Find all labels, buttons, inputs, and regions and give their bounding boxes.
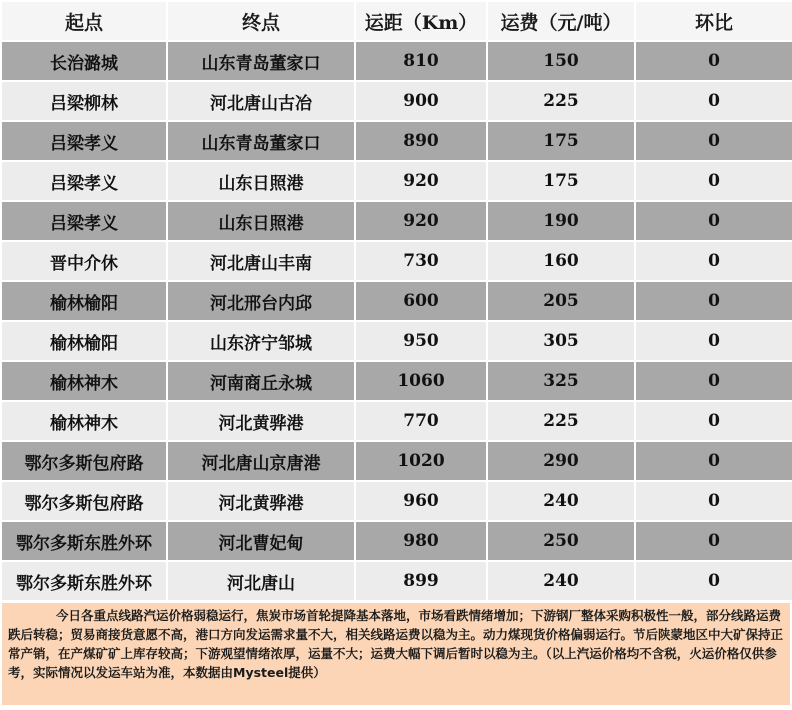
cell-distance: 899 <box>356 562 486 600</box>
cell-freight: 175 <box>488 162 634 200</box>
table-row <box>2 42 792 80</box>
cell-change: 0 <box>636 162 792 200</box>
cell-freight: 205 <box>488 282 634 320</box>
cell-destination: 河北唐山古冶 <box>168 82 354 120</box>
header-row <box>2 2 792 40</box>
cell-freight: 175 <box>488 122 634 160</box>
cell-origin: 榆林榆阳 <box>2 282 166 320</box>
cell-change: 0 <box>636 562 792 600</box>
table-row <box>2 242 792 280</box>
cell-freight: 290 <box>488 442 634 480</box>
table-row <box>2 362 792 400</box>
cell-destination: 河北唐山丰南 <box>168 242 354 280</box>
cell-origin: 吕梁孝义 <box>2 122 166 160</box>
cell-destination: 山东日照港 <box>168 162 354 200</box>
table-row <box>2 402 792 440</box>
cell-freight: 250 <box>488 522 634 560</box>
table-row <box>2 322 792 360</box>
table-row <box>2 122 792 160</box>
cell-origin: 吕梁柳林 <box>2 82 166 120</box>
cell-origin: 榆林神木 <box>2 362 166 400</box>
cell-destination: 山东济宁邹城 <box>168 322 354 360</box>
table-row <box>2 442 792 480</box>
cell-change: 0 <box>636 522 792 560</box>
table-row <box>2 562 792 600</box>
cell-distance: 730 <box>356 242 486 280</box>
cell-change: 0 <box>636 482 792 520</box>
table-row <box>2 522 792 560</box>
cell-freight: 160 <box>488 242 634 280</box>
cell-change: 0 <box>636 202 792 240</box>
cell-destination: 河北邢台内邱 <box>168 282 354 320</box>
cell-change: 0 <box>636 82 792 120</box>
cell-destination: 河北黄骅港 <box>168 402 354 440</box>
cell-origin: 榆林神木 <box>2 402 166 440</box>
cell-change: 0 <box>636 322 792 360</box>
header-distance: 运距（Km） <box>356 2 486 40</box>
cell-origin: 吕梁孝义 <box>2 202 166 240</box>
cell-distance: 980 <box>356 522 486 560</box>
table-row <box>2 282 792 320</box>
cell-freight: 240 <box>488 482 634 520</box>
cell-freight: 305 <box>488 322 634 360</box>
cell-destination: 河北黄骅港 <box>168 482 354 520</box>
header-change: 环比 <box>636 2 792 40</box>
cell-destination: 山东青岛董家口 <box>168 42 354 80</box>
cell-freight: 225 <box>488 82 634 120</box>
table-row <box>2 482 792 520</box>
cell-destination: 河南商丘永城 <box>168 362 354 400</box>
cell-distance: 950 <box>356 322 486 360</box>
cell-origin: 鄂尔多斯东胜外环 <box>2 522 166 560</box>
cell-change: 0 <box>636 282 792 320</box>
cell-origin: 榆林榆阳 <box>2 322 166 360</box>
cell-origin: 鄂尔多斯包府路 <box>2 482 166 520</box>
cell-change: 0 <box>636 362 792 400</box>
cell-destination: 山东青岛董家口 <box>168 122 354 160</box>
cell-origin: 鄂尔多斯包府路 <box>2 442 166 480</box>
cell-distance: 1060 <box>356 362 486 400</box>
cell-destination: 河北曹妃甸 <box>168 522 354 560</box>
cell-destination: 河北唐山 <box>168 562 354 600</box>
cell-change: 0 <box>636 402 792 440</box>
cell-origin: 晋中介休 <box>2 242 166 280</box>
cell-change: 0 <box>636 122 792 160</box>
cell-freight: 325 <box>488 362 634 400</box>
cell-distance: 900 <box>356 82 486 120</box>
cell-change: 0 <box>636 242 792 280</box>
header-origin: 起点 <box>2 2 166 40</box>
cell-distance: 600 <box>356 282 486 320</box>
market-commentary-note: 今日各重点线路汽运价格弱稳运行，焦炭市场首轮提降基本落地，市场看跌情绪增加；下游钢厂整体采购积极性一般，部分线路运费跌后转稳；贸易商接货意愿不高，港口方向发运需求量不大，相关线路运费以稳为主。动力煤现货价格偏弱运行。节后陕蒙地区中大矿保持正常产销，在产煤矿矿上库存较高；下游观望情绪浓厚，运量不大；运费大幅下调后暂时以稳为主。（以上汽运价格均不含税，火运价格仅供参考，实际情况以发运车站为准，本数据由Mysteel提供） <box>2 603 790 705</box>
table-row <box>2 202 792 240</box>
header-destination: 终点 <box>168 2 354 40</box>
table-row <box>2 162 792 200</box>
cell-distance: 1020 <box>356 442 486 480</box>
cell-freight: 225 <box>488 402 634 440</box>
table-row <box>2 82 792 120</box>
cell-distance: 770 <box>356 402 486 440</box>
cell-change: 0 <box>636 42 792 80</box>
cell-change: 0 <box>636 442 792 480</box>
cell-destination: 河北唐山京唐港 <box>168 442 354 480</box>
cell-freight: 150 <box>488 42 634 80</box>
header-freight: 运费（元/吨） <box>488 2 634 40</box>
cell-distance: 920 <box>356 162 486 200</box>
cell-distance: 810 <box>356 42 486 80</box>
cell-freight: 240 <box>488 562 634 600</box>
cell-origin: 吕梁孝义 <box>2 162 166 200</box>
cell-destination: 山东日照港 <box>168 202 354 240</box>
cell-distance: 960 <box>356 482 486 520</box>
cell-origin: 长治潞城 <box>2 42 166 80</box>
cell-distance: 890 <box>356 122 486 160</box>
cell-freight: 190 <box>488 202 634 240</box>
cell-origin: 鄂尔多斯东胜外环 <box>2 562 166 600</box>
cell-distance: 920 <box>356 202 486 240</box>
